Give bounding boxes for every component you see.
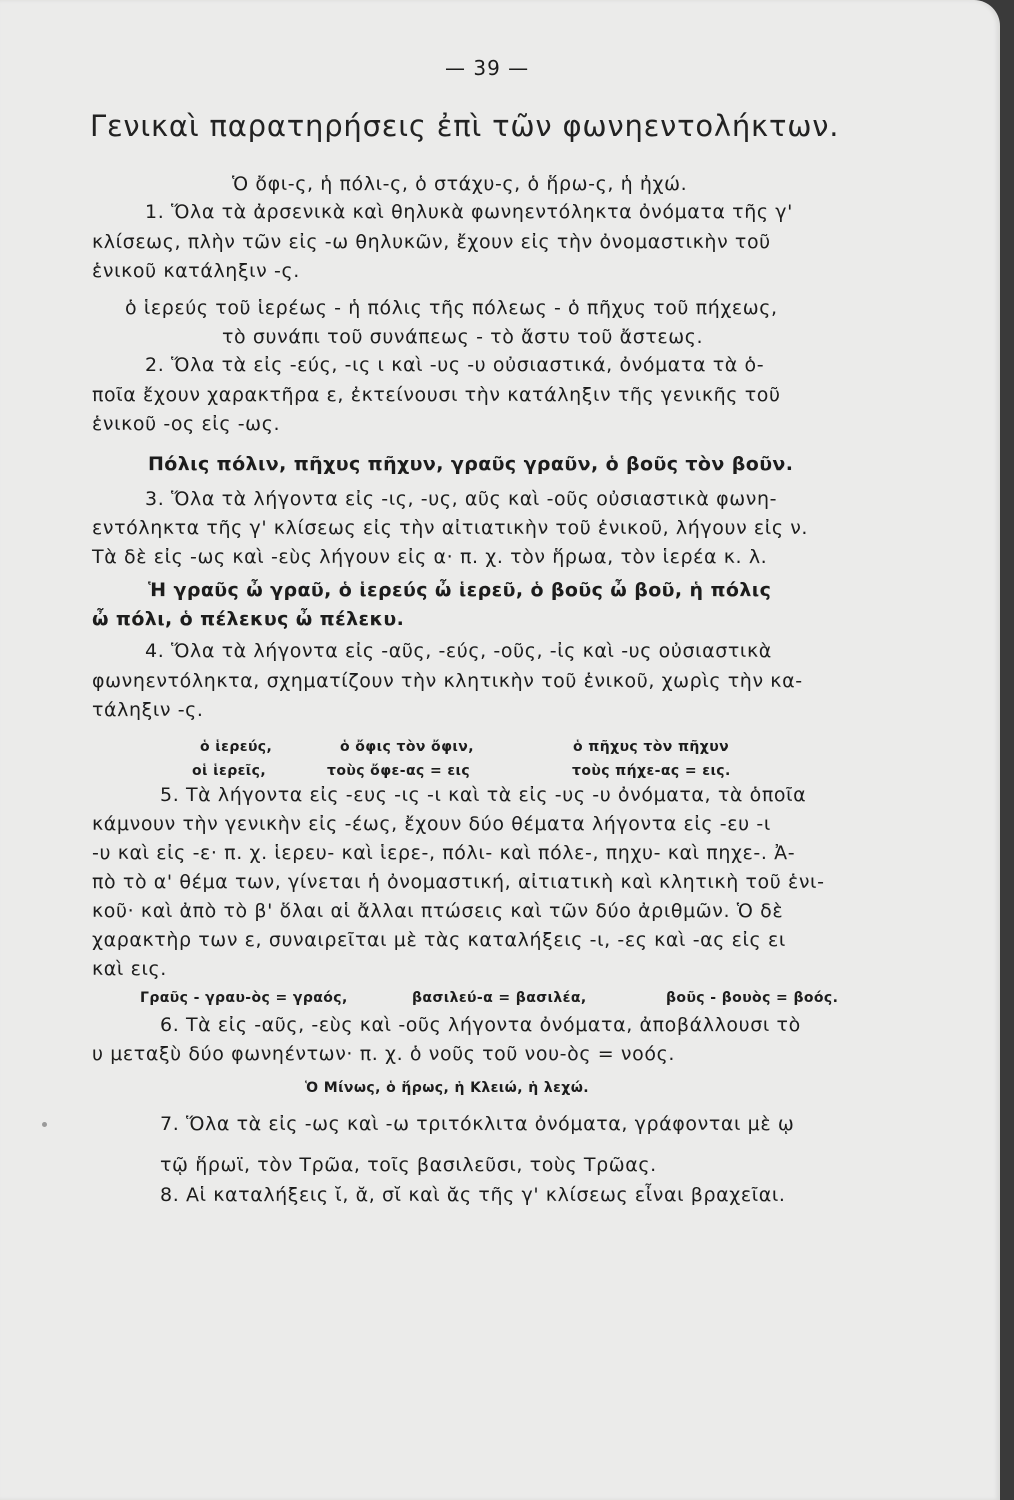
table-cell: ὁ ὄφις τὸν ὄφιν,: [340, 739, 474, 755]
rule-4-line: φωνηεντόληκτα, σχηματίζουν τὴν κλητικὴν τοῦ ἑνικοῦ, χωρὶς τὴν κα-: [92, 670, 803, 692]
rule-6-example: Ὁ Μίνως, ὁ ἥρως, ἡ Κλειώ, ἡ λεχώ.: [305, 1080, 590, 1096]
rule-1-example: ὁ ἱερεύς τοῦ ἱερέως - ἡ πόλις τῆς πόλεως - ὁ πῆχυς τοῦ πήχεως,: [125, 297, 778, 319]
rule-5-line: χαρακτὴρ των ε, συναιρεῖται μὲ τὰς καταλήξεις -ι, -ες καὶ -ας εἰς ει: [92, 929, 786, 951]
rule-8-line: 8. Αἱ καταλήξεις ῐ, ᾰ, σῐ καὶ ᾰς τῆς γ' κλίσεως εἶναι βραχεῖαι.: [160, 1184, 786, 1206]
table-cell: τοὺς ὄφε-ας = εις: [327, 763, 471, 779]
rule-1-line: κλίσεως, πλὴν τῶν εἰς -ω θηλυκῶν, ἔχουν εἰς τὴν ὀνομαστικὴν τοῦ: [92, 231, 771, 253]
rule-2-line: ποῖα ἔχουν χαρακτῆρα ε, ἐκτείνουσι τὴν κατάληξιν τῆς γενικῆς τοῦ: [92, 384, 781, 406]
rule-5-example: βοῦς - βουὸς = βοός.: [666, 990, 839, 1006]
table-cell: ὁ ἱερεύς,: [200, 739, 273, 755]
example-line: Ὁ ὄφι-ς, ἡ πόλι-ς, ὁ στάχυ-ς, ὁ ἥρω-ς, ἡ ἠχώ.: [232, 173, 688, 195]
rule-6-line: 6. Τὰ εἰς -αῦς, -εὺς καὶ -οῦς λήγοντα ὀνόματα, ἀποβάλλουσι τὸ: [160, 1014, 801, 1036]
page-number: — 39 —: [445, 56, 530, 80]
rule-3-line: 3. Ὅλα τὰ λήγοντα εἰς -ις, -υς, αῦς καὶ -οῦς οὐσιαστικὰ φωνη-: [145, 488, 778, 510]
rule-5-line: κάμνουν τὴν γενικὴν εἰς -έως, ἔχουν δύο θέματα λήγοντα εἰς -ευ -ι: [92, 813, 771, 835]
rule-5-line: κοῦ· καὶ ἀπὸ τὸ β' ὅλαι αἱ ἄλλαι πτώσεις καὶ τῶν δύο ἀριθμῶν. Ὁ δὲ: [92, 900, 784, 922]
rule-5-example: βασιλεύ-α = βασιλέα,: [412, 990, 587, 1006]
page-speck: [42, 1122, 47, 1127]
rule-3-example: ὦ πόλι, ὁ πέλεκυς ὦ πέλεκυ.: [92, 608, 405, 630]
rule-2-example: Πόλις πόλιν, πῆχυς πῆχυν, γραῦς γραῦν, ὁ βοῦς τὸν βοῦν.: [148, 453, 794, 475]
rule-5-line: πὸ τὸ α' θέμα των, γίνεται ἡ ὀνομαστική, αἰτιατικὴ καὶ κλητικὴ τοῦ ἑνι-: [92, 871, 825, 893]
table-cell: τοὺς πήχε-ας = εις.: [572, 763, 731, 779]
rule-1-line: 1. Ὅλα τὰ ἀρσενικὰ καὶ θηλυκὰ φωνηεντόληκτα ὀνόματα τῆς γ': [145, 201, 793, 223]
rule-7-example: τῷ ἥρωϊ, τὸν Τρῶα, τοῖς βασιλεῦσι, τοὺς Τρῶας.: [160, 1154, 657, 1176]
rule-4-line: τάληξιν -ς.: [92, 699, 204, 721]
rule-6-line: υ μεταξὺ δύο φωνηέντων· π. χ. ὁ νοῦς τοῦ νου-ὸς = νοός.: [92, 1043, 675, 1065]
rule-1-line: ἑνικοῦ κατάληξιν -ς.: [92, 260, 300, 282]
rule-7-line: 7. Ὅλα τὰ εἰς -ως καὶ -ω τριτόκλιτα ὀνόματα, γράφονται μὲ ῳ: [160, 1113, 795, 1135]
rule-4-line: 4. Ὅλα τὰ λήγοντα εἰς -αῦς, -εύς, -οῦς, -ἰς καὶ -υς οὐσιαστικὰ: [145, 640, 772, 662]
page-title: Γενικαὶ παρατηρήσεις ἐπὶ τῶν φωνηεντολήκτων.: [90, 109, 840, 143]
rule-2-line: ἑνικοῦ -ος εἰς -ως.: [92, 413, 281, 435]
rule-3-example: Ἡ γραῦς ὦ γραῦ, ὁ ἱερεύς ὦ ἱερεῦ, ὁ βοῦς ὦ βοῦ, ἡ πόλις: [148, 579, 772, 601]
table-cell: οἱ ἱερεῖς,: [192, 763, 267, 779]
rule-2-line: 2. Ὅλα τὰ εἰς -εύς, -ις ι καὶ -υς -υ οὐσιαστικά, ὀνόματα τὰ ὁ-: [145, 354, 765, 376]
table-cell: ὁ πῆχυς τὸν πῆχυν: [573, 739, 730, 755]
rule-5-line: -υ καὶ εἰς -ε· π. χ. ἱερευ- καὶ ἱερε-, πόλι- καὶ πόλε-, πηχυ- καὶ πηχε-. Ἀ-: [92, 842, 796, 864]
rule-5-line: 5. Τὰ λήγοντα εἰς -ευς -ις -ι καὶ τὰ εἰς -υς -υ ὀνόματα, τὰ ὁποῖα: [160, 784, 807, 806]
rule-5-line: καὶ εις.: [92, 958, 167, 980]
rule-3-line: Τὰ δὲ εἰς -ως καὶ -εὺς λήγουν εἰς α· π. χ. τὸν ἥρωα, τὸν ἱερέα κ. λ.: [92, 546, 768, 568]
rule-1-example: τὸ συνάπι τοῦ συνάπεως - τὸ ἄστυ τοῦ ἄστεως.: [222, 326, 704, 348]
rule-5-example: Γραῦς - γραυ-ὸς = γραός,: [140, 990, 348, 1006]
rule-3-line: εντόληκτα τῆς γ' κλίσεως εἰς τὴν αἰτιατικὴν τοῦ ἑνικοῦ, λήγουν εἰς ν.: [92, 517, 809, 539]
